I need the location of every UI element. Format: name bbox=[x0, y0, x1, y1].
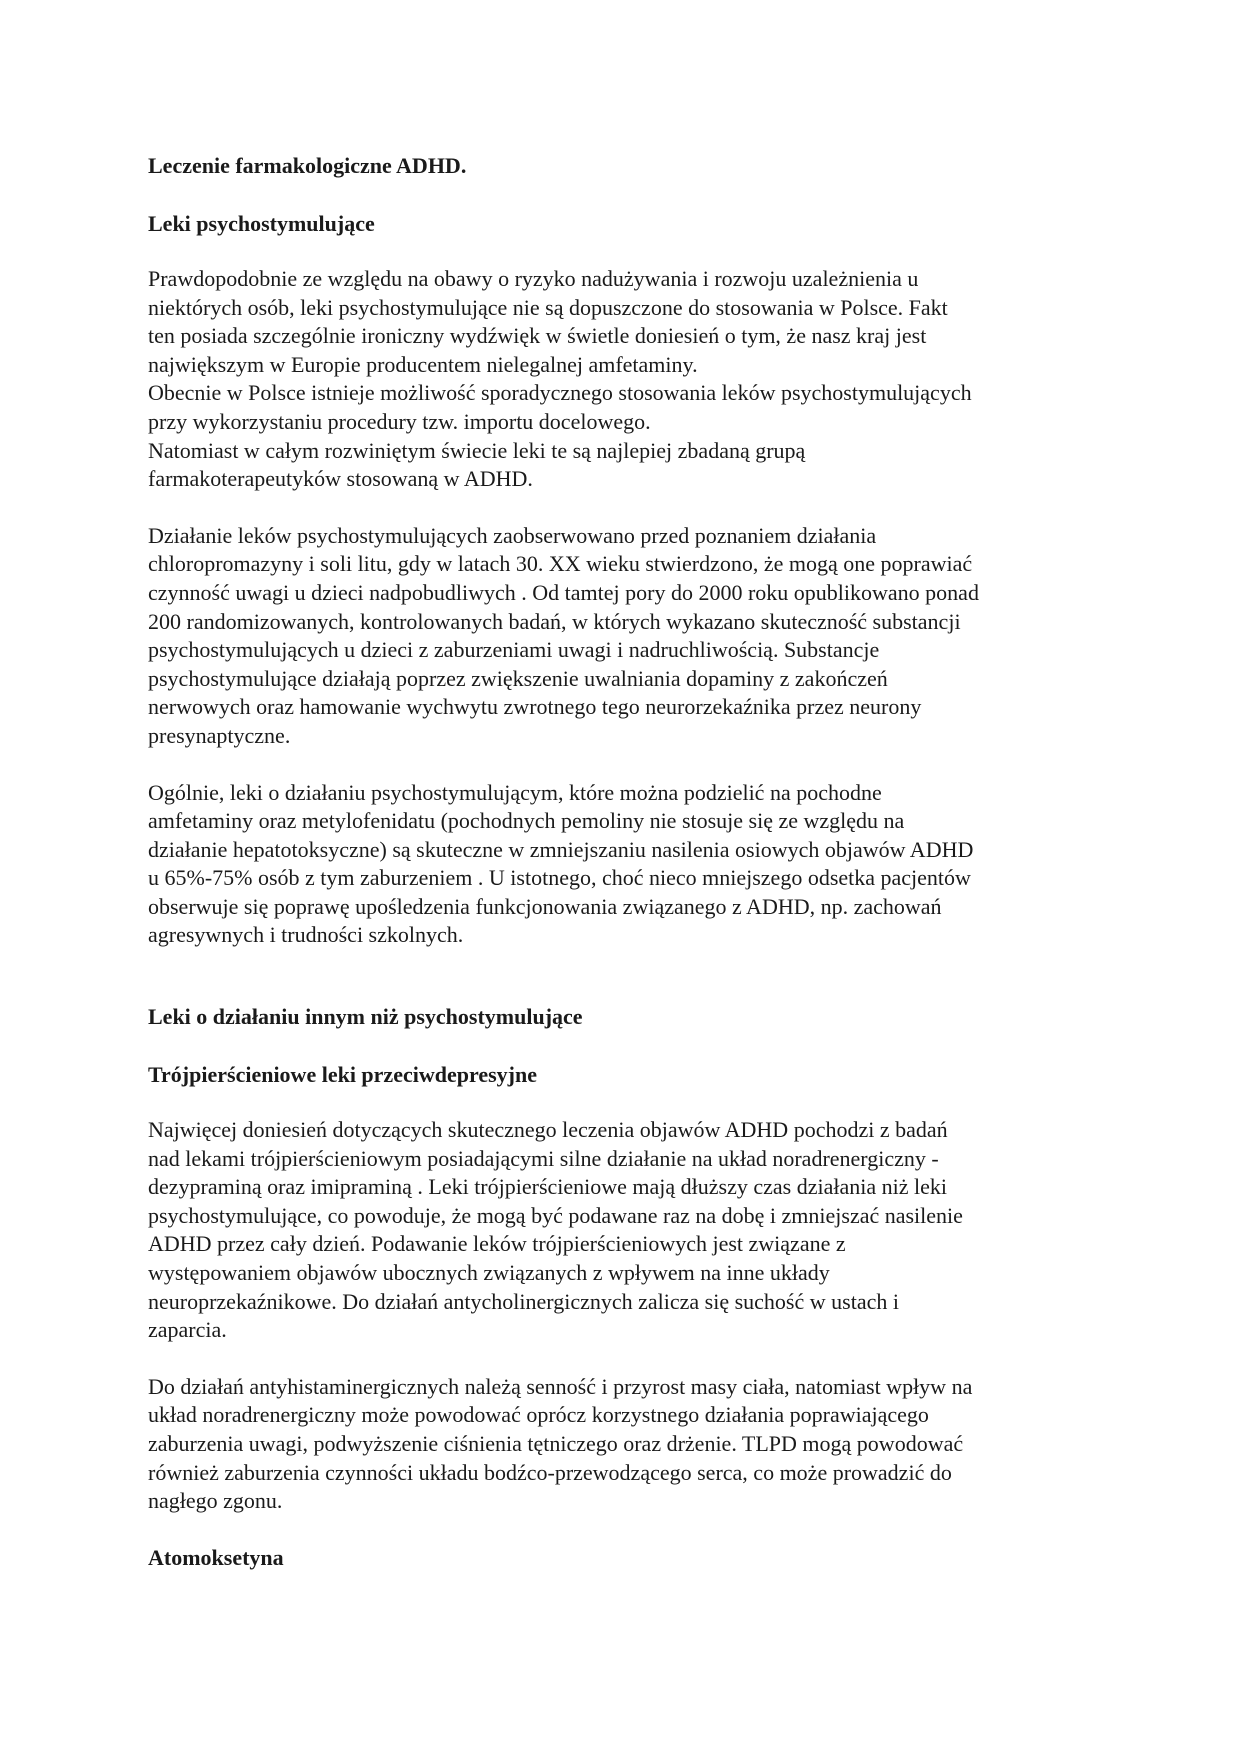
text-line: Prawdopodobnie ze względu na obawy o ryzyko nadużywania i rozwoju uzależnienia u bbox=[148, 266, 919, 291]
section-heading bbox=[148, 210, 1108, 238]
text-line: dezypraminą oraz imipraminą . Leki trójpierścieniowe mają dłuższy czas działania niż leki bbox=[148, 1174, 947, 1200]
text-line: neuroprzekaźnikowe. Do działań antycholinergicznych zalicza się suchość w ustach i bbox=[148, 1288, 899, 1314]
text-line: presynaptyczne. bbox=[148, 722, 291, 748]
text-line: zaburzenia uwagi, podwyższenie ciśnienia tętniczego oraz drżenie. TLPD mogą powodować bbox=[148, 1431, 964, 1456]
text-line: psychostymulujące, co powoduje, że mogą być podawane raz na dobę i zmniejszać nasilenie bbox=[148, 1202, 963, 1228]
text-line: 200 randomizowanych, kontrolowanych badań, w których wykazano skuteczność substancji bbox=[148, 608, 961, 634]
text-line: nad lekami trójpierścieniowym posiadającymi silne działanie na układ noradrenergiczny - bbox=[148, 1145, 939, 1171]
text-line: psychostymulujące działają poprzez zwiększenie uwalniania dopaminy z zakończeń bbox=[148, 665, 888, 691]
paragraph bbox=[148, 522, 1108, 751]
text-line: Leki psychostymulujące bbox=[148, 211, 375, 236]
paragraph bbox=[148, 1116, 1108, 1345]
text-line: Trójpierścieniowe leki przeciwdepresyjne bbox=[148, 1062, 537, 1088]
text-line: Działanie leków psychostymulujących zaobserwowano przed poznaniem działania bbox=[148, 522, 877, 548]
text-line: największym w Europie producentem nielegalnej amfetaminy. bbox=[148, 351, 698, 377]
document-title bbox=[148, 152, 1108, 180]
text-line: działanie hepatotoksyczne) są skuteczne w zmniejszaniu nasilenia osiowych objawów ADHD bbox=[148, 836, 974, 862]
text-line: również zaburzenia czynności układu bodźco-przewodzącego serca, co może prowadzić do bbox=[148, 1459, 952, 1485]
text-line: zaparcia. bbox=[148, 1317, 227, 1343]
text-line: nerwowych oraz hamowanie wychwytu zwrotnego tego neurorzekaźnika przez neurony bbox=[148, 694, 922, 720]
paragraph bbox=[148, 265, 1108, 494]
text-line: Leczenie farmakologiczne ADHD. bbox=[148, 153, 467, 178]
text-line: psychostymulujących u dzieci z zaburzeniami uwagi i nadruchliwością. Substancje bbox=[148, 637, 880, 663]
text-line: Atomoksetyna bbox=[148, 1544, 284, 1570]
text-line: nagłego zgonu. bbox=[148, 1488, 283, 1514]
text-line: ADHD przez cały dzień. Podawanie leków trójpierścieniowych jest związane z bbox=[148, 1231, 846, 1257]
paragraph bbox=[148, 1373, 1108, 1516]
text-line: Natomiast w całym rozwiniętym świecie leki te są najlepiej zbadaną grupą bbox=[148, 437, 806, 463]
text-line: chloropromazyny i soli litu, gdy w latach 30. XX wieku stwierdzono, że mogą one poprawiać bbox=[148, 551, 973, 577]
document-page bbox=[148, 146, 1108, 1572]
text-line: farmakoterapeutyków stosowaną w ADHD. bbox=[148, 466, 533, 492]
text-line: Do działań antyhistaminergicznych należą senność i przyrost masy ciała, natomiast wpływ na bbox=[148, 1373, 973, 1399]
paragraph bbox=[148, 779, 1108, 951]
text-line: występowaniem objawów ubocznych związanych z wpływem na inne układy bbox=[148, 1260, 830, 1286]
text-line: przy wykorzystaniu procedury tzw. importu docelowego. bbox=[148, 408, 651, 434]
text-line: układ noradrenergiczny może powodować oprócz korzystnego działania poprawiającego bbox=[148, 1402, 929, 1428]
text-line: agresywnych i trudności szkolnych. bbox=[148, 922, 464, 948]
text-line: Ogólnie, leki o działaniu psychostymulującym, które można podzielić na pochodne bbox=[148, 779, 882, 805]
text-line: Obecnie w Polsce istnieje możliwość sporadycznego stosowania leków psychostymulujących bbox=[148, 380, 972, 406]
text-line: niektórych osób, leki psychostymulujące nie są dopuszczone do stosowania w Polsce. Fakt bbox=[148, 294, 948, 320]
section-heading bbox=[148, 1003, 1108, 1031]
text-line: ten posiada szczególnie ironiczny wydźwięk w świetle doniesień o tym, że nasz kraj jest bbox=[148, 323, 927, 349]
text-line: obserwuje się poprawę upośledzenia funkcjonowania związanego z ADHD, np. zachowań bbox=[148, 893, 942, 919]
text-line: Leki o działaniu innym niż psychostymulujące bbox=[148, 1004, 583, 1030]
subsection-heading bbox=[148, 1544, 1108, 1572]
text-line: amfetaminy oraz metylofenidatu (pochodnych pemoliny nie stosuje się ze względu na bbox=[148, 808, 905, 834]
subsection-heading bbox=[148, 1061, 1108, 1089]
text-line: czynność uwagi u dzieci nadpobudliwych . Od tamtej pory do 2000 roku opublikowano ponad bbox=[148, 579, 979, 605]
text-line: Najwięcej doniesień dotyczących skutecznego leczenia objawów ADHD pochodzi z badań bbox=[148, 1117, 948, 1143]
text-line: u 65%-75% osób z tym zaburzeniem . U istotnego, choć nieco mniejszego odsetka pacjentów bbox=[148, 865, 971, 891]
